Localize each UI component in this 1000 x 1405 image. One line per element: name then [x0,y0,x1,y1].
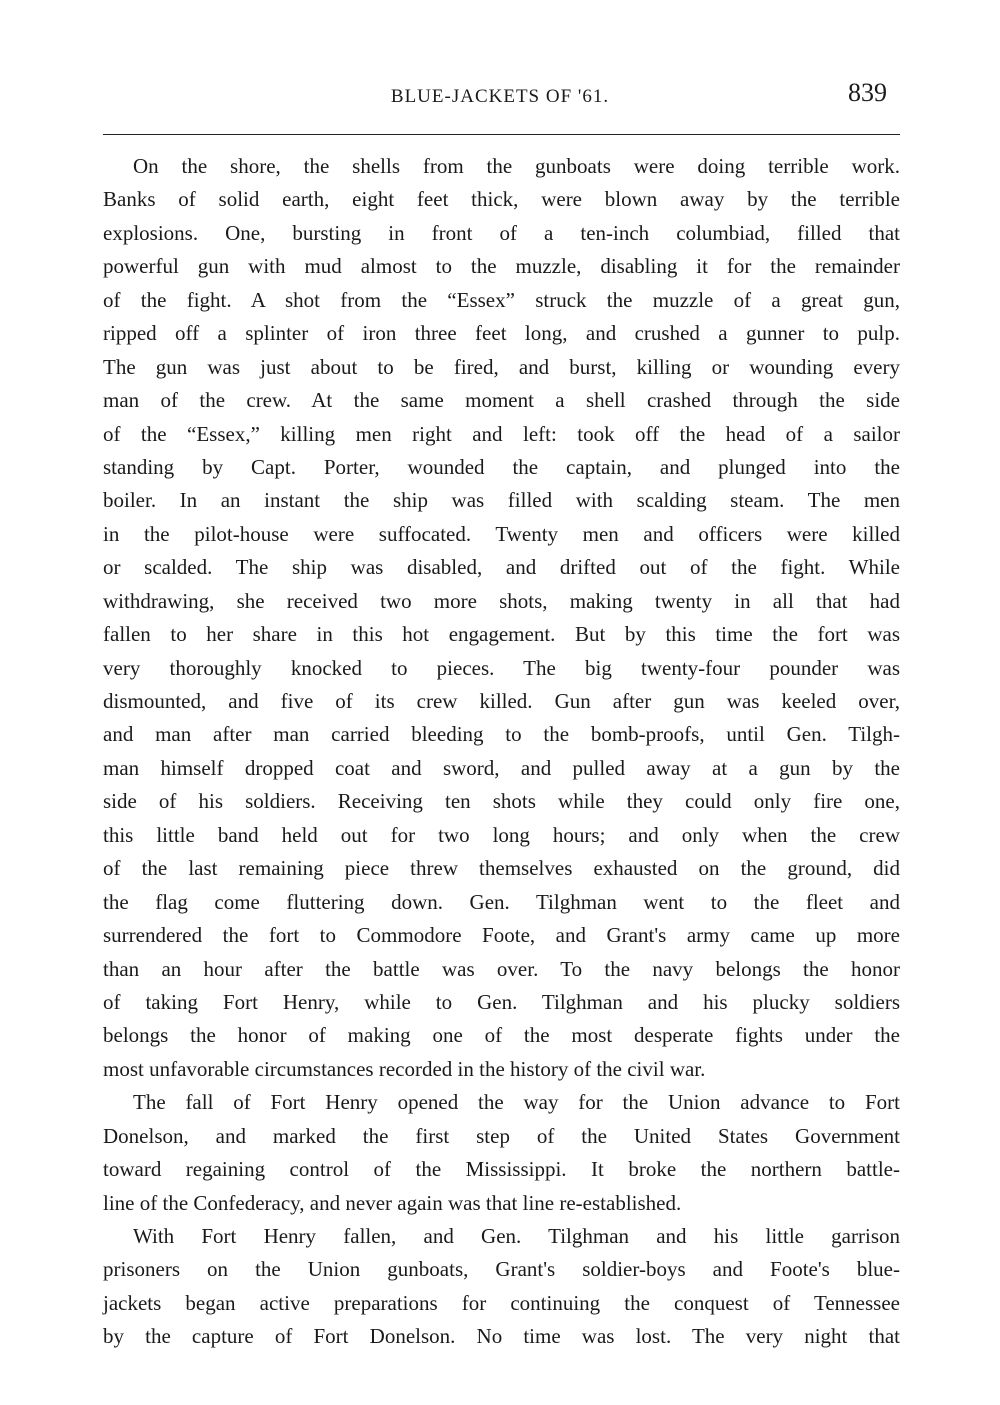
text-line: The fall of Fort Henry opened the way for the Union advance to Fort [133,1090,900,1115]
text-line: toward regaining control of the Mississippi. It broke the northern battle- [103,1157,900,1182]
text-line: powerful gun with mud almost to the muzzle, disabling it for the remainder [103,254,900,279]
text-line: this little band held out for two long hours; and only when the crew [103,822,900,847]
text-line: of the “Essex,” killing men right and left: took off the head of a sailor [103,421,900,446]
text-line: ripped off a splinter of iron three feet long, and crushed a gunner to pulp. [103,321,900,346]
text-line: boiler. In an instant the ship was filled with scalding steam. The men [103,488,900,513]
text-line: of the fight. A shot from the “Essex” struck the muzzle of a great gun, [103,287,900,312]
text-line: surrendered the fort to Commodore Foote, and Grant's army came up more [103,923,900,948]
text-line: Donelson, and marked the first step of the United States Government [103,1123,900,1148]
text-line: very thoroughly knocked to pieces. The big twenty-four pounder was [103,655,900,680]
text-line: standing by Capt. Porter, wounded the captain, and plunged into the [103,454,900,479]
paragraph [103,150,900,1086]
text-line: the flag come fluttering down. Gen. Tilghman went to the fleet and [103,889,900,914]
running-head: BLUE-JACKETS OF '61. [390,86,610,107]
text-line: of taking Fort Henry, while to Gen. Tilghman and his plucky soldiers [103,989,900,1014]
text-line: withdrawing, she received two more shots, making twenty in all that had [103,588,900,613]
text-line: side of his soldiers. Receiving ten shots while they could only fire one, [103,789,900,814]
text-line: and man after man carried bleeding to the bomb-proofs, until Gen. Tilgh- [103,722,900,747]
text-line: man himself dropped coat and sword, and pulled away at a gun by the [103,755,900,780]
text-line: Banks of solid earth, eight feet thick, were blown away by the terrible [103,187,900,212]
text-line: most unfavorable circumstances recorded in the history of the civil war. [103,1056,706,1081]
text-line: prisoners on the Union gunboats, Grant's soldier-boys and Foote's blue- [103,1257,900,1282]
text-line: than an hour after the battle was over. To the navy belongs the honor [103,956,900,981]
text-line: belongs the honor of making one of the most desperate fights under the [103,1023,900,1048]
text-line: or scalded. The ship was disabled, and drifted out of the fight. While [103,555,900,580]
text-line: dismounted, and five of its crew killed. Gun after gun was keeled over, [103,689,900,713]
text-line: jackets began active preparations for continuing the conquest of Tennessee [103,1290,900,1315]
body-text [103,150,900,1354]
text-line: man of the crew. At the same moment a shell crashed through the side [103,388,900,413]
paragraph [103,1086,900,1220]
text-line: by the capture of Fort Donelson. No time was lost. The very night that [103,1324,900,1349]
text-line: On the shore, the shells from the gunboats were doing terrible work. [133,154,900,178]
text-line: fallen to her share in this hot engagement. But by this time the fort was [103,622,900,647]
text-line: line of the Confederacy, and never again was that line re-established. [103,1190,682,1215]
text-line: of the last remaining piece threw themselves exhausted on the ground, did [103,856,900,881]
paragraph [103,1220,900,1354]
text-line: in the pilot-house were suffocated. Twenty men and officers were killed [103,521,900,546]
text-line: The gun was just about to be fired, and burst, killing or wounding every [103,354,900,379]
page-number: 839 [848,78,887,107]
text-line: With Fort Henry fallen, and Gen. Tilghman and his little garrison [133,1224,900,1248]
header-rule [103,134,900,135]
text-line: explosions. One, bursting in front of a ten-inch columbiad, filled that [103,220,900,245]
